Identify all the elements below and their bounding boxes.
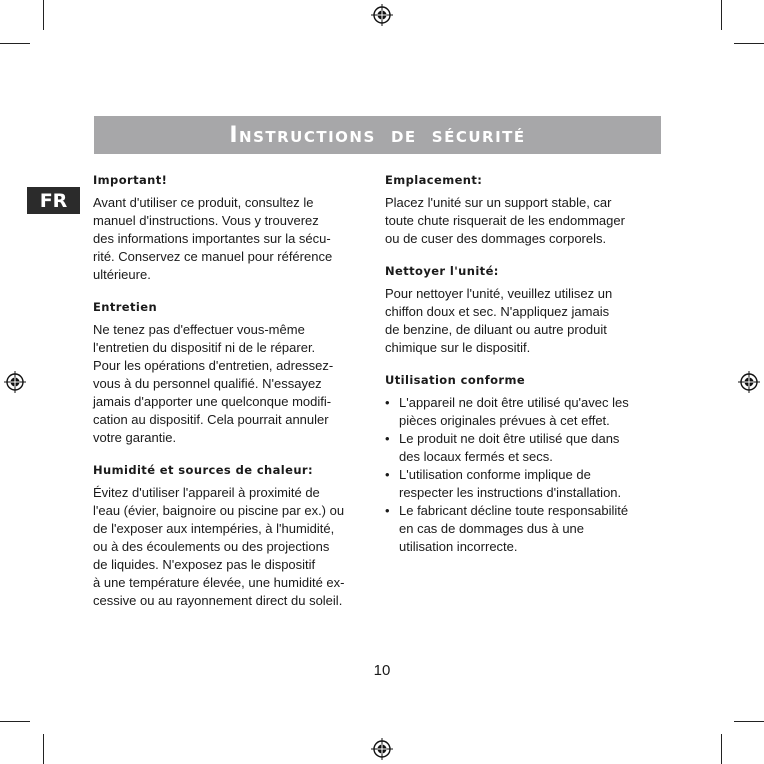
section-important <box>93 173 378 284</box>
section-heading: Nettoyer l'unité: <box>385 264 499 278</box>
language-tab: FR <box>27 187 80 214</box>
crop-mark <box>734 43 764 44</box>
page-title: Instructions de sécurité <box>229 122 526 148</box>
section-text: Pour nettoyer l'unité, veuillez utilisez un chiffon doux et sec. N'appliquez jamais de benzine, de diluant ou autre produit chimique sur le dispositif. <box>385 286 613 355</box>
section-heading: Utilisation conforme <box>385 373 526 387</box>
registration-mark-icon <box>4 371 26 393</box>
section-emplacement <box>385 173 657 248</box>
section-nettoyer <box>385 264 657 357</box>
list-item-text: L'appareil ne doit être utilisé qu'avec les pièces originales prévues à cet effet. <box>399 395 629 428</box>
section-text: Évitez d'utiliser l'appareil à proximité de l'eau (évier, baignoire ou piscine par ex.) ou de l'exposer aux intempéries, à l'humidité, ou à des écoulements ou des projections de liquides. N'exposez pas le dispositif à une température élevée, une humidité ex- cessive ou au rayonnement direct du soleil. <box>93 485 345 608</box>
left-column <box>93 173 378 626</box>
bullet-icon: • <box>385 431 390 446</box>
registration-mark-icon <box>371 738 393 760</box>
crop-mark <box>734 721 764 722</box>
section-humidite <box>93 463 378 610</box>
bullet-list <box>385 394 657 556</box>
bullet-icon: • <box>385 503 390 518</box>
list-item-text: Le fabricant décline toute responsabilité en cas de dommages dus à une utilisation incorrecte. <box>399 503 629 554</box>
bullet-icon: • <box>385 467 390 482</box>
bullet-icon: • <box>385 395 390 410</box>
page-number: 10 <box>373 662 391 679</box>
section-text: Ne tenez pas d'effectuer vous-même l'entretien du dispositif ni de le réparer. Pour les opérations d'entretien, adressez- vous à du personnel qualifié. N'essayez jamais d'apporter une quelconque modifi- cation au dispositif. Cela pourrait annuler votre garantie. <box>93 322 334 445</box>
list-item <box>385 430 657 466</box>
crop-mark <box>43 734 44 764</box>
list-item-text: Le produit ne doit être utilisé que dans des locaux fermés et secs. <box>399 431 620 464</box>
section-heading: Humidité et sources de chaleur: <box>93 463 313 477</box>
section-heading: Entretien <box>93 300 158 314</box>
section-text: Placez l'unité sur un support stable, car toute chute risquerait de les endommager ou de cuser des dommages corporels. <box>385 195 625 246</box>
list-item <box>385 466 657 502</box>
crop-mark <box>721 734 722 764</box>
right-column <box>385 173 657 572</box>
crop-mark <box>0 721 30 722</box>
crop-mark <box>721 0 722 30</box>
list-item <box>385 502 657 556</box>
list-item-text: L'utilisation conforme implique de respecter les instructions d'installation. <box>399 467 622 500</box>
title-band <box>94 116 661 154</box>
crop-mark <box>43 0 44 30</box>
section-text: Avant d'utiliser ce produit, consultez le manuel d'instructions. Vous y trouverez des informations importantes sur la sécu- rité. Conservez ce manuel pour référence ultérieure. <box>93 195 333 282</box>
section-utilisation <box>385 373 657 556</box>
registration-mark-icon <box>738 371 760 393</box>
section-heading: Emplacement: <box>385 173 483 187</box>
registration-mark-icon <box>371 4 393 26</box>
section-heading: Important! <box>93 173 168 187</box>
section-entretien <box>93 300 378 447</box>
crop-mark <box>0 43 30 44</box>
list-item <box>385 394 657 430</box>
